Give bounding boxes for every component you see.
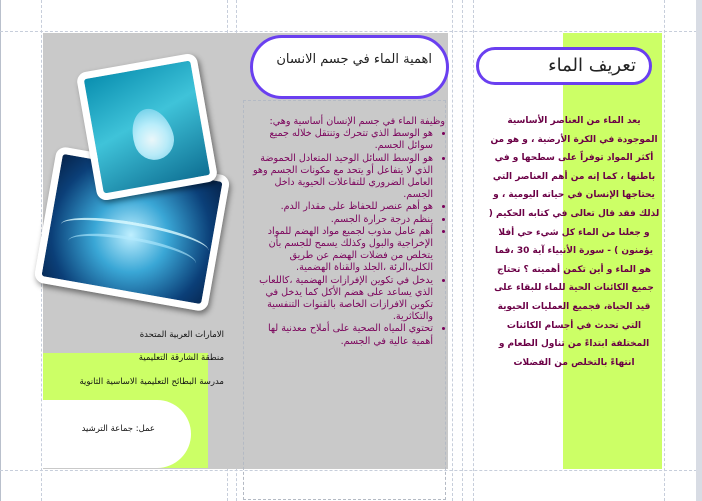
middle-intro: وظيفة الماء في جسم الإنسان أساسية وهي: <box>269 116 445 127</box>
signature-text: عمل: جماعة الترشيد <box>81 424 155 434</box>
right-panel-body: يعد الماء من العناصر الأساسية الموجودة في الكرة الأرضية ، و هو من أكثر المواد توفراً على سطحها و في باطنها ، كما إنه من أهم العناصر التي يحتاجها الإنسان في حياته اليومية ، و لذلك فقد قال تعالى في كتابه الحكيم ( و جعلنا من الماء كل شيء حي أفلا يؤمنون ) - سورة الأنبياء آية 30 ،فما هو الماء و أين تكمن أهميته ؟ تحتاج جميع الكائنات الحية للماء للبقاء على قيد الحياة، فجميع العمليات الحيوية التي تحدث في أجسام الكائنات المختلفة ابتداءً من تناول الطعام و انتهاءً بالتخلص من الفضلات <box>488 116 660 368</box>
column-guide <box>462 0 463 501</box>
water-drop-photo <box>76 52 219 201</box>
right-panel-title: تعريف الماء <box>548 55 636 76</box>
middle-panel-body <box>245 116 445 348</box>
column-guide <box>664 0 665 501</box>
column-guide <box>452 0 453 501</box>
water-drop-shape <box>125 103 179 165</box>
list-item: • هو الوسط الذي تتحرك وتنتقل خلاله جميع سوائل الجسم. <box>245 128 433 152</box>
school-line-name: مدرسة البطائح التعليمية الاساسية الثانوية <box>79 377 224 387</box>
list-item: • هو أهم عنصر للحفاظ على مقدار الدم. <box>245 201 433 213</box>
school-line-country: الامارات العربية المتحدة <box>139 330 224 340</box>
column-guide <box>473 0 474 501</box>
water-functions-list <box>245 128 445 348</box>
list-item: • هو الوسط السائل الوحيد المتعادل الحموضة الذي لا يتفاعل أو يتحد مع مكونات الجسم وهو العامل الضروري للتفاعلات الحيوية داخل الجسم. <box>245 153 433 202</box>
vertical-scrollbar[interactable] <box>696 0 702 501</box>
list-item: • يدخل في تكوين الإفرازات الهضمية ،كاللعاب الذي يساعد على هضم الأكل كما يدخل في تكوين الافرازات الخاصة بالقنوات التنفسية والتكاثرية. <box>245 275 433 324</box>
list-item: • تحتوي المياه الصحية على أملاح معدنية لها أهمية عالية في الجسم. <box>245 323 433 347</box>
list-item: • أهم عامل مذوب لجميع مواد الهضم للمواد الإخراجية والبول وكذلك يسمح للجسم بأن يتخلص من فضلات الهضم عن طريق الكلى،الرئة ،الجلد والقناة الهضمية. <box>245 226 433 275</box>
school-line-district: منطقة الشارقة التعليمية <box>138 353 224 363</box>
list-item: • ينظم درجة حرارة الجسم. <box>245 214 433 226</box>
middle-panel-title: اهمية الماء في جسم الانسان <box>276 52 432 67</box>
margin-guide <box>0 31 702 32</box>
signature-oval <box>43 400 191 468</box>
